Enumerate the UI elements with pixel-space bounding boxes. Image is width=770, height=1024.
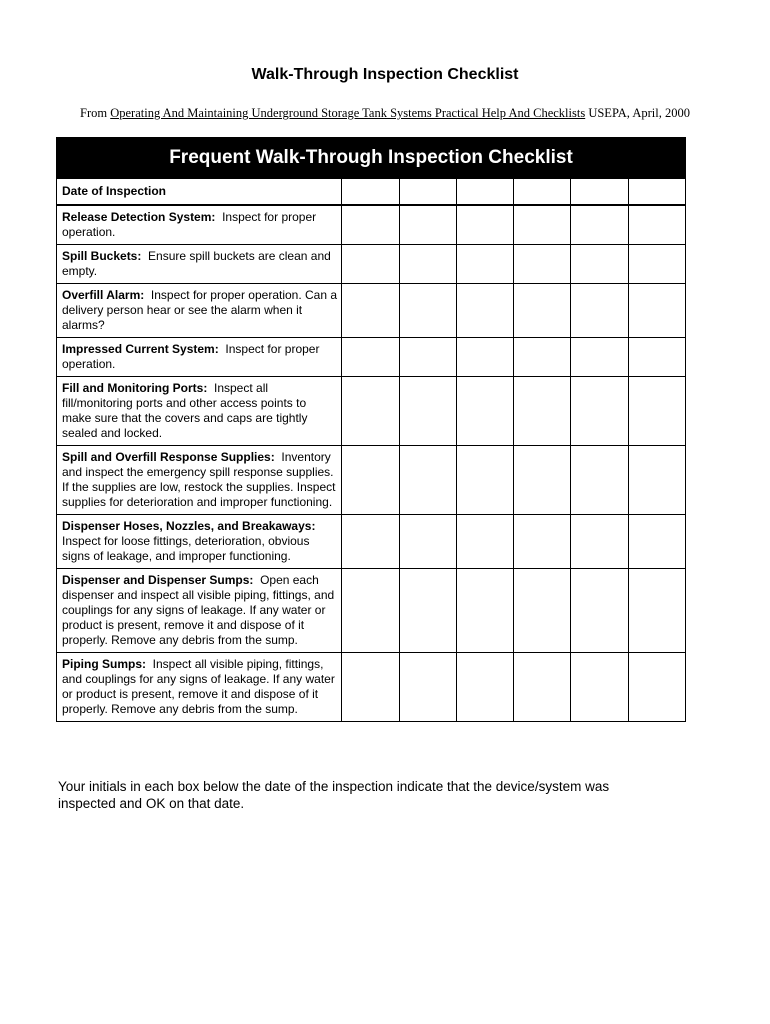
initials-cell[interactable] — [456, 377, 513, 446]
initials-cell[interactable] — [571, 338, 628, 377]
checklist-item-name: Overfill Alarm: — [62, 288, 145, 302]
initials-cell[interactable] — [514, 284, 571, 338]
initials-cell[interactable] — [514, 446, 571, 515]
checklist-banner: Frequent Walk-Through Inspection Checklist — [57, 138, 686, 179]
checklist-item-row — [57, 245, 686, 284]
checklist-item-row — [57, 205, 686, 245]
initials-cell[interactable] — [571, 569, 628, 653]
checklist-item-description: Inventory and inspect the emergency spill response supplies. If the supplies are low, restock the supplies. Inspect supplies for deterioration and improper functioning. — [62, 450, 336, 509]
checklist-item-row — [57, 338, 686, 377]
initials-cell[interactable] — [456, 205, 513, 245]
initials-cell[interactable] — [571, 377, 628, 446]
source-publication: Operating And Maintaining Underground Storage Tank Systems Practical Help And Checklists — [110, 106, 586, 120]
source-suffix: USEPA, April, 2000 — [588, 106, 690, 120]
initials-cell[interactable] — [571, 515, 628, 569]
checklist-item-row — [57, 515, 686, 569]
checklist-item-text — [57, 245, 342, 284]
initials-cell[interactable] — [342, 377, 399, 446]
date-of-inspection-label: Date of Inspection — [57, 179, 342, 206]
initials-cell[interactable] — [571, 653, 628, 722]
initials-cell[interactable] — [456, 569, 513, 653]
initials-footnote: Your initials in each box below the date of the inspection indicate that the device/system was inspected and OK on that date. — [58, 779, 610, 811]
initials-cell[interactable] — [342, 569, 399, 653]
checklist-item-name: Dispenser Hoses, Nozzles, and Breakaways: — [62, 519, 316, 533]
checklist-item-row — [57, 284, 686, 338]
checklist-item-name: Piping Sumps: — [62, 657, 146, 671]
initials-cell[interactable] — [456, 284, 513, 338]
checklist-item-row — [57, 653, 686, 722]
inspection-date-cell[interactable] — [399, 179, 456, 206]
checklist-item-row — [57, 569, 686, 653]
checklist-item-text — [57, 446, 342, 515]
initials-cell[interactable] — [628, 515, 685, 569]
initials-cell[interactable] — [399, 569, 456, 653]
initials-cell[interactable] — [628, 446, 685, 515]
source-prefix: From — [80, 106, 108, 120]
checklist-item-description: Inspect all fill/monitoring ports and other access points to make sure that the covers and caps are tightly sealed and locked. — [62, 381, 308, 440]
initials-cell[interactable] — [514, 653, 571, 722]
initials-cell[interactable] — [456, 446, 513, 515]
checklist-item-name: Spill Buckets: — [62, 249, 142, 263]
initials-cell[interactable] — [399, 446, 456, 515]
initials-cell[interactable] — [342, 515, 399, 569]
initials-cell[interactable] — [514, 569, 571, 653]
initials-cell[interactable] — [342, 284, 399, 338]
checklist-item-text — [57, 569, 342, 653]
checklist-item-text — [57, 515, 342, 569]
initials-cell[interactable] — [399, 515, 456, 569]
checklist-item-name: Dispenser and Dispenser Sumps: — [62, 573, 254, 587]
initials-cell[interactable] — [628, 338, 685, 377]
initials-cell[interactable] — [342, 338, 399, 377]
initials-cell[interactable] — [514, 515, 571, 569]
checklist-item-name: Spill and Overfill Response Supplies: — [62, 450, 275, 464]
checklist-item-description: Inspect for proper operation. — [62, 342, 320, 371]
initials-cell[interactable] — [628, 245, 685, 284]
initials-cell[interactable] — [571, 284, 628, 338]
inspection-date-cell[interactable] — [456, 179, 513, 206]
initials-cell[interactable] — [399, 338, 456, 377]
initials-cell[interactable] — [571, 245, 628, 284]
checklist-item-name: Release Detection System: — [62, 210, 216, 224]
inspection-date-cell[interactable] — [628, 179, 685, 206]
initials-cell[interactable] — [399, 653, 456, 722]
checklist-item-text — [57, 284, 342, 338]
initials-cell[interactable] — [342, 205, 399, 245]
initials-cell[interactable] — [456, 653, 513, 722]
initials-cell[interactable] — [514, 338, 571, 377]
checklist-item-text — [57, 338, 342, 377]
checklist-item-text — [57, 377, 342, 446]
initials-cell[interactable] — [399, 377, 456, 446]
inspection-date-cell[interactable] — [514, 179, 571, 206]
initials-cell[interactable] — [514, 205, 571, 245]
initials-cell[interactable] — [571, 446, 628, 515]
source-citation — [0, 106, 770, 121]
initials-cell[interactable] — [399, 284, 456, 338]
initials-cell[interactable] — [571, 205, 628, 245]
initials-cell[interactable] — [514, 377, 571, 446]
page-title: Walk-Through Inspection Checklist — [251, 66, 519, 83]
checklist-item-description: Inspect for proper operation. Can a delivery person hear or see the alarm when it alarms? — [62, 288, 338, 332]
checklist-item-text — [57, 653, 342, 722]
initials-cell[interactable] — [514, 245, 571, 284]
checklist-item-row — [57, 446, 686, 515]
checklist-item-description: Ensure spill buckets are clean and empty. — [62, 249, 331, 278]
checklist-item-description: Inspect for proper operation. — [62, 210, 317, 239]
initials-cell[interactable] — [628, 205, 685, 245]
date-header-row — [57, 179, 686, 206]
initials-cell[interactable] — [628, 377, 685, 446]
checklist-item-row — [57, 377, 686, 446]
initials-cell[interactable] — [628, 653, 685, 722]
checklist-item-description: Inspect for loose fittings, deterioration, obvious signs of leakage, and improper functioning. — [62, 534, 310, 563]
initials-cell[interactable] — [399, 205, 456, 245]
inspection-checklist-table — [56, 137, 686, 722]
checklist-item-description: Inspect all visible piping, fittings, and couplings for any signs of leakage. If any water or product is present, remove it and dispose of it properly. Remove any debris from the sump. — [62, 657, 335, 716]
initials-cell[interactable] — [399, 245, 456, 284]
checklist-item-name: Fill and Monitoring Ports: — [62, 381, 208, 395]
checklist-item-text — [57, 205, 342, 245]
initials-cell[interactable] — [342, 245, 399, 284]
initials-cell[interactable] — [342, 653, 399, 722]
inspection-date-cell[interactable] — [342, 179, 399, 206]
initials-cell[interactable] — [456, 515, 513, 569]
initials-cell[interactable] — [456, 338, 513, 377]
banner-row — [57, 138, 686, 179]
checklist-item-name: Impressed Current System: — [62, 342, 219, 356]
initials-cell[interactable] — [628, 569, 685, 653]
initials-cell[interactable] — [342, 446, 399, 515]
initials-cell[interactable] — [628, 284, 685, 338]
initials-cell[interactable] — [456, 245, 513, 284]
inspection-date-cell[interactable] — [571, 179, 628, 206]
checklist-item-description: Open each dispenser and inspect all visible piping, fittings, and couplings for any signs of leakage. If any water or product is present, remove it and dispose of it properly. Remove any debris from the sump. — [62, 573, 335, 647]
